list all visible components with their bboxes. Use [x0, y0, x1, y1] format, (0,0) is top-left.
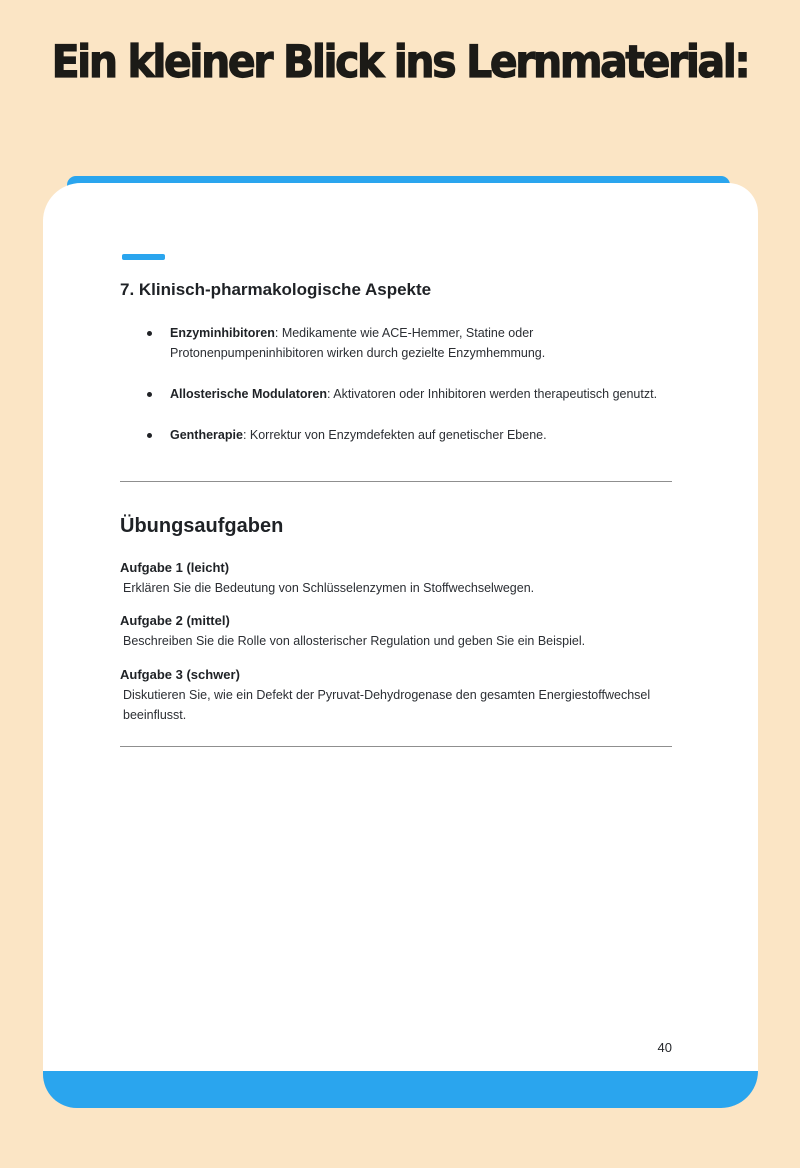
exercise-text: beeinflusst. — [123, 708, 187, 722]
bullet-label: Enzyminhibitoren — [170, 326, 275, 340]
document-content — [43, 183, 758, 747]
exercise-title: Aufgabe 2 (mittel) — [120, 613, 230, 628]
divider — [120, 746, 672, 747]
exercises-heading: Übungsaufgaben — [120, 515, 284, 537]
card-bottom-bar — [43, 1071, 758, 1108]
bullet-label: Allosterische Modulatoren — [170, 387, 327, 401]
divider — [120, 481, 672, 482]
page-title: Ein kleiner Blick ins Lernmaterial: — [51, 36, 749, 88]
exercise-item — [120, 558, 672, 598]
exercise-item — [120, 665, 672, 725]
exercise-item — [120, 611, 672, 651]
bullet-line: Protonenpumpeninhibitoren wirken durch gezielte Enzymhemmung. — [170, 346, 546, 360]
material-card — [43, 176, 758, 1108]
document-page — [43, 183, 758, 1071]
exercise-title: Aufgabe 1 (leicht) — [120, 560, 230, 575]
bullet-line — [170, 425, 672, 445]
bullet-item — [120, 384, 672, 404]
section-heading: 7. Klinisch-pharmakologische Aspekte — [120, 280, 432, 299]
bullet-text: : Medikamente wie ACE-Hemmer, Statine oder — [274, 326, 534, 340]
bullet-line — [170, 384, 672, 404]
bullet-item — [120, 323, 672, 363]
bullet-label: Gentherapie — [170, 428, 243, 442]
exercise-title: Aufgabe 3 (schwer) — [120, 667, 240, 682]
bullet-text: : Aktivatoren oder Inhibitoren werden therapeutisch genutzt. — [326, 387, 658, 401]
bullet-line — [170, 323, 672, 343]
bullet-text: : Korrektur von Enzymdefekten auf genetischer Ebene. — [242, 428, 547, 442]
bullet-list — [120, 323, 672, 445]
bullet-item — [120, 425, 672, 445]
exercise-text: Beschreiben Sie die Rolle von allosterischer Regulation und geben Sie ein Beispiel. — [123, 634, 586, 648]
exercise-text: Erklären Sie die Bedeutung von Schlüsselenzymen in Stoffwechselwegen. — [123, 581, 535, 595]
accent-dash — [122, 254, 165, 260]
exercise-text: Diskutieren Sie, wie ein Defekt der Pyruvat-Dehydrogenase den gesamten Energiestoffwechsel — [123, 688, 651, 702]
page-number: 40 — [657, 1040, 672, 1055]
